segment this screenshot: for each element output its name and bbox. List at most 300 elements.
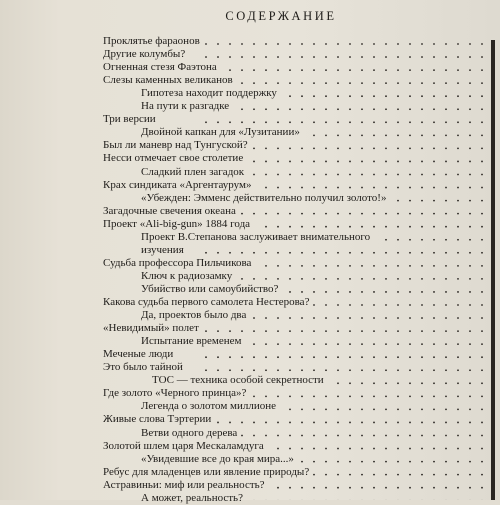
leader-dot xyxy=(265,395,267,397)
leader-dot xyxy=(337,174,339,176)
leader-dot xyxy=(325,291,327,293)
leader-dot xyxy=(217,422,219,424)
leader-dot xyxy=(457,239,459,241)
leader-dot xyxy=(457,187,459,189)
leader-dot xyxy=(481,356,483,358)
leader-dot xyxy=(289,317,291,319)
leader-dot xyxy=(469,474,471,476)
leader-dot xyxy=(481,187,483,189)
leader-dot xyxy=(457,56,459,58)
leader-dot xyxy=(385,409,387,411)
leader-dot xyxy=(385,161,387,163)
leader-dot xyxy=(409,200,411,202)
leader-dot xyxy=(205,252,207,254)
toc-entry-text: Двойной капкан для «Лузитании» xyxy=(141,126,300,138)
leader-dot xyxy=(289,69,291,71)
leader-dot xyxy=(265,161,267,163)
leader-dot xyxy=(337,291,339,293)
leader-dot xyxy=(289,56,291,58)
leader-dot xyxy=(217,121,219,123)
leader-dot xyxy=(373,43,375,45)
leader-dot xyxy=(325,369,327,371)
toc-entry-text: Три версии xyxy=(103,113,156,125)
leader-dot xyxy=(469,56,471,58)
toc-entry-text: Ребус для младенцев или явление природы? xyxy=(103,466,309,478)
leader-dot xyxy=(337,226,339,228)
leader-dot xyxy=(445,356,447,358)
leader-dot xyxy=(433,43,435,45)
leader-dot xyxy=(301,278,303,280)
leader-dot xyxy=(349,108,351,110)
leader-dot xyxy=(397,330,399,332)
leader-dot xyxy=(325,317,327,319)
leader-dot xyxy=(445,161,447,163)
leader-dot xyxy=(361,291,363,293)
leader-dot xyxy=(301,356,303,358)
leader-dot xyxy=(301,56,303,58)
leader-dot xyxy=(385,382,387,384)
leader-dot xyxy=(397,95,399,97)
leader-dot xyxy=(361,69,363,71)
leader-dot xyxy=(313,291,315,293)
leader-dot xyxy=(457,343,459,345)
leader-dot xyxy=(385,265,387,267)
toc-entry-text: Золотой шлем царя Мескаламдуга xyxy=(103,440,264,452)
leader-dot xyxy=(325,82,327,84)
leader-dot xyxy=(481,82,483,84)
leader-dot xyxy=(373,121,375,123)
leader-dot xyxy=(313,369,315,371)
leader-dot xyxy=(301,487,303,489)
leader-dot xyxy=(481,252,483,254)
leader-dot xyxy=(337,382,339,384)
leader-dot xyxy=(373,213,375,215)
leader-dot xyxy=(337,278,339,280)
leader-dot xyxy=(409,330,411,332)
leader-dot xyxy=(481,121,483,123)
leader-dot xyxy=(433,304,435,306)
leader-dot xyxy=(265,121,267,123)
leader-dot xyxy=(265,174,267,176)
leader-dot xyxy=(361,395,363,397)
leader-dot xyxy=(445,304,447,306)
leader-dot xyxy=(313,409,315,411)
leader-dot xyxy=(289,161,291,163)
leader-dot xyxy=(301,161,303,163)
leader-dot xyxy=(361,343,363,345)
leader-dot xyxy=(229,69,231,71)
toc-entry-text: ТОС — техника особой секретности xyxy=(152,374,324,386)
leader-dot xyxy=(409,187,411,189)
leader-dot xyxy=(433,252,435,254)
leader-dot xyxy=(301,187,303,189)
leader-dot xyxy=(433,487,435,489)
leader-dot xyxy=(313,461,315,463)
leader-dot xyxy=(409,317,411,319)
leader-dot xyxy=(349,252,351,254)
leader-dot xyxy=(241,278,243,280)
leader-dot xyxy=(253,252,255,254)
leader-dot xyxy=(385,317,387,319)
leader-dot xyxy=(385,56,387,58)
leader-dot xyxy=(301,82,303,84)
leader-dot xyxy=(409,82,411,84)
leader-dot xyxy=(481,43,483,45)
toc-title: СОДЕРЖАНИЕ xyxy=(0,9,500,24)
leader-dot xyxy=(385,226,387,228)
leader-dot xyxy=(313,304,315,306)
leader-dot xyxy=(409,304,411,306)
leader-dot xyxy=(325,56,327,58)
leader-dot xyxy=(325,448,327,450)
leader-dot xyxy=(217,56,219,58)
leader-dot xyxy=(373,487,375,489)
leader-dot xyxy=(397,461,399,463)
leader-dot xyxy=(445,369,447,371)
toc-entry xyxy=(103,465,309,479)
leader-dot xyxy=(445,461,447,463)
leader-dot xyxy=(325,108,327,110)
leader-dot xyxy=(433,330,435,332)
leader-dot xyxy=(421,252,423,254)
leader-dot xyxy=(457,395,459,397)
leader-dot xyxy=(301,226,303,228)
leader-dot xyxy=(481,395,483,397)
toc-entry-text: Крах синдиката «Аргентаурум» xyxy=(103,179,251,191)
leader-dot xyxy=(409,174,411,176)
toc-entry xyxy=(141,191,386,205)
leader-dot xyxy=(373,409,375,411)
page-number-column-edge xyxy=(491,40,495,500)
leader-dot xyxy=(457,435,459,437)
leader-dot xyxy=(313,317,315,319)
leader-dot xyxy=(373,95,375,97)
leader-dot xyxy=(361,213,363,215)
leader-dot xyxy=(361,134,363,136)
leader-dot xyxy=(433,134,435,136)
toc-entry xyxy=(103,256,251,270)
leader-dot xyxy=(361,161,363,163)
leader-dot xyxy=(397,343,399,345)
toc-entry xyxy=(103,112,156,126)
leader-dot xyxy=(385,474,387,476)
leader-dot xyxy=(373,422,375,424)
toc-entry xyxy=(103,217,250,231)
leader-dot xyxy=(205,121,207,123)
leader-dot xyxy=(253,69,255,71)
leader-dot xyxy=(445,265,447,267)
toc-entry-text: Да, проектов было два xyxy=(141,309,246,321)
leader-dot xyxy=(481,382,483,384)
leader-dot xyxy=(361,369,363,371)
leader-dot xyxy=(253,213,255,215)
leader-dot xyxy=(397,487,399,489)
leader-dot xyxy=(433,226,435,228)
leader-dot xyxy=(349,422,351,424)
leader-dot xyxy=(349,343,351,345)
leader-dot xyxy=(301,121,303,123)
leader-dot xyxy=(373,382,375,384)
leader-dot xyxy=(409,422,411,424)
leader-dot xyxy=(277,317,279,319)
leader-dot xyxy=(469,343,471,345)
leader-dot xyxy=(253,56,255,58)
leader-dot xyxy=(301,369,303,371)
leader-dot xyxy=(445,448,447,450)
leader-dot xyxy=(313,187,315,189)
leader-dot xyxy=(325,252,327,254)
toc-entry-text: Легенда о золотом миллионе xyxy=(141,400,276,412)
leader-dot xyxy=(301,448,303,450)
leader-dot xyxy=(337,343,339,345)
toc-entry-text: Какова судьба первого самолета Нестерова? xyxy=(103,296,309,308)
leader-dot xyxy=(397,239,399,241)
leader-dot xyxy=(301,330,303,332)
leader-dot xyxy=(373,435,375,437)
leader-dot xyxy=(457,356,459,358)
leader-dot xyxy=(265,422,267,424)
leader-dot xyxy=(457,448,459,450)
leader-dot xyxy=(481,474,483,476)
leader-dot xyxy=(457,69,459,71)
leader-dot xyxy=(469,435,471,437)
leader-dot xyxy=(277,108,279,110)
leader-dot xyxy=(397,291,399,293)
leader-dot xyxy=(469,409,471,411)
leader-dot xyxy=(361,330,363,332)
leader-dot xyxy=(421,422,423,424)
leader-dot xyxy=(433,395,435,397)
toc-entry-text: Живые слова Тэртерии xyxy=(103,413,211,425)
leader-dot xyxy=(457,252,459,254)
leader-dot xyxy=(241,56,243,58)
leader-dot xyxy=(421,265,423,267)
leader-dot xyxy=(421,395,423,397)
leader-dot xyxy=(349,161,351,163)
leader-dot xyxy=(469,69,471,71)
leader-dot xyxy=(373,304,375,306)
leader-dot xyxy=(361,226,363,228)
leader-dot xyxy=(349,121,351,123)
leader-dot xyxy=(481,239,483,241)
leader-dot xyxy=(433,82,435,84)
leader-dot xyxy=(481,409,483,411)
leader-dot xyxy=(325,278,327,280)
leader-dot xyxy=(337,395,339,397)
leader-dot xyxy=(277,395,279,397)
leader-dot xyxy=(457,174,459,176)
leader-dot xyxy=(421,121,423,123)
leader-dot xyxy=(253,317,255,319)
leader-dot xyxy=(313,448,315,450)
toc-entry xyxy=(103,360,183,374)
leader-dot xyxy=(253,43,255,45)
leader-dot xyxy=(265,82,267,84)
leader-dot xyxy=(313,343,315,345)
leader-dot xyxy=(433,108,435,110)
leader-dot xyxy=(385,304,387,306)
leader-dot xyxy=(397,187,399,189)
leader-dot xyxy=(421,330,423,332)
leader-dot xyxy=(241,121,243,123)
toc-entry xyxy=(103,151,243,165)
toc-entry xyxy=(141,399,276,413)
leader-dot xyxy=(421,148,423,150)
leader-dot xyxy=(433,448,435,450)
leader-dot xyxy=(313,487,315,489)
toc-entry xyxy=(141,99,229,113)
leader-dot xyxy=(337,487,339,489)
leader-dot xyxy=(409,409,411,411)
toc-entry xyxy=(141,125,300,139)
leader-dot xyxy=(289,43,291,45)
leader-dot xyxy=(469,356,471,358)
leader-dot xyxy=(301,108,303,110)
leader-dot xyxy=(457,121,459,123)
leader-dot xyxy=(421,304,423,306)
leader-dot xyxy=(349,95,351,97)
leader-dot xyxy=(241,82,243,84)
leader-dot xyxy=(457,213,459,215)
leader-dot xyxy=(481,422,483,424)
leader-dot xyxy=(313,395,315,397)
leader-dot xyxy=(337,121,339,123)
leader-dot xyxy=(457,330,459,332)
leader-dot xyxy=(385,69,387,71)
leader-dot xyxy=(409,148,411,150)
leader-dot xyxy=(253,369,255,371)
leader-dot xyxy=(469,395,471,397)
leader-dot xyxy=(409,213,411,215)
leader-dot xyxy=(313,95,315,97)
leader-dot xyxy=(349,148,351,150)
leader-dot xyxy=(445,343,447,345)
leader-dot xyxy=(469,461,471,463)
leader-dot xyxy=(397,435,399,437)
leader-dot xyxy=(325,330,327,332)
leader-dot xyxy=(265,148,267,150)
leader-dot xyxy=(313,134,315,136)
leader-dot xyxy=(433,148,435,150)
leader-dot xyxy=(349,56,351,58)
leader-dot xyxy=(373,356,375,358)
leader-dot xyxy=(469,134,471,136)
leader-dot xyxy=(337,317,339,319)
leader-dot xyxy=(469,239,471,241)
leader-dot xyxy=(349,304,351,306)
leader-dot xyxy=(385,174,387,176)
leader-dot xyxy=(397,422,399,424)
leader-dot xyxy=(445,278,447,280)
leader-dot xyxy=(373,278,375,280)
leader-dot xyxy=(409,461,411,463)
leader-dot xyxy=(397,82,399,84)
leader-dot xyxy=(481,487,483,489)
leader-dot xyxy=(457,43,459,45)
leader-dot xyxy=(481,95,483,97)
leader-dot xyxy=(337,69,339,71)
leader-dot xyxy=(409,134,411,136)
leader-dot xyxy=(469,487,471,489)
leader-dot xyxy=(253,108,255,110)
leader-dot xyxy=(349,317,351,319)
leader-dot xyxy=(397,213,399,215)
leader-dot xyxy=(445,213,447,215)
leader-dot xyxy=(421,343,423,345)
leader-dot xyxy=(289,409,291,411)
leader-dot xyxy=(373,395,375,397)
leader-dot xyxy=(469,422,471,424)
leader-dot xyxy=(457,474,459,476)
leader-dot xyxy=(229,43,231,45)
leader-dot xyxy=(457,148,459,150)
leader-dot xyxy=(421,161,423,163)
toc-entry xyxy=(103,47,185,61)
toc-entry xyxy=(103,386,246,400)
leader-dot xyxy=(337,409,339,411)
leader-dot xyxy=(469,82,471,84)
leader-dot xyxy=(409,226,411,228)
leader-dot xyxy=(277,435,279,437)
leader-dot xyxy=(457,278,459,280)
toc-entry xyxy=(103,138,248,152)
leader-dot xyxy=(289,395,291,397)
leader-dot xyxy=(397,252,399,254)
leader-dot xyxy=(421,69,423,71)
toc-entry xyxy=(103,204,236,218)
leader-dot xyxy=(397,382,399,384)
leader-dot xyxy=(421,213,423,215)
leader-dot xyxy=(445,187,447,189)
leader-dot xyxy=(481,448,483,450)
leader-dot xyxy=(241,213,243,215)
leader-dot xyxy=(361,461,363,463)
leader-dot xyxy=(481,108,483,110)
leader-dot xyxy=(433,200,435,202)
leader-dot xyxy=(325,121,327,123)
leader-dot xyxy=(229,369,231,371)
leader-dot xyxy=(433,121,435,123)
leader-dot xyxy=(241,43,243,45)
leader-dot xyxy=(337,108,339,110)
leader-dot xyxy=(409,108,411,110)
leader-dot xyxy=(433,187,435,189)
leader-dot xyxy=(409,56,411,58)
leader-dot xyxy=(301,395,303,397)
leader-dot xyxy=(481,461,483,463)
leader-dot xyxy=(373,108,375,110)
toc-entry xyxy=(103,347,173,361)
leader-dot xyxy=(301,43,303,45)
leader-dot xyxy=(397,395,399,397)
leader-dot xyxy=(445,174,447,176)
leader-dot xyxy=(313,56,315,58)
leader-dot xyxy=(421,317,423,319)
leader-dot xyxy=(469,304,471,306)
leader-dot xyxy=(349,226,351,228)
leader-dot xyxy=(373,461,375,463)
leader-dot xyxy=(421,382,423,384)
leader-dot xyxy=(289,448,291,450)
leader-dot xyxy=(349,330,351,332)
leader-dot xyxy=(289,95,291,97)
leader-dot xyxy=(313,108,315,110)
leader-dot xyxy=(313,213,315,215)
leader-dot xyxy=(469,265,471,267)
leader-dot xyxy=(361,382,363,384)
leader-dot xyxy=(337,187,339,189)
leader-dot xyxy=(469,43,471,45)
